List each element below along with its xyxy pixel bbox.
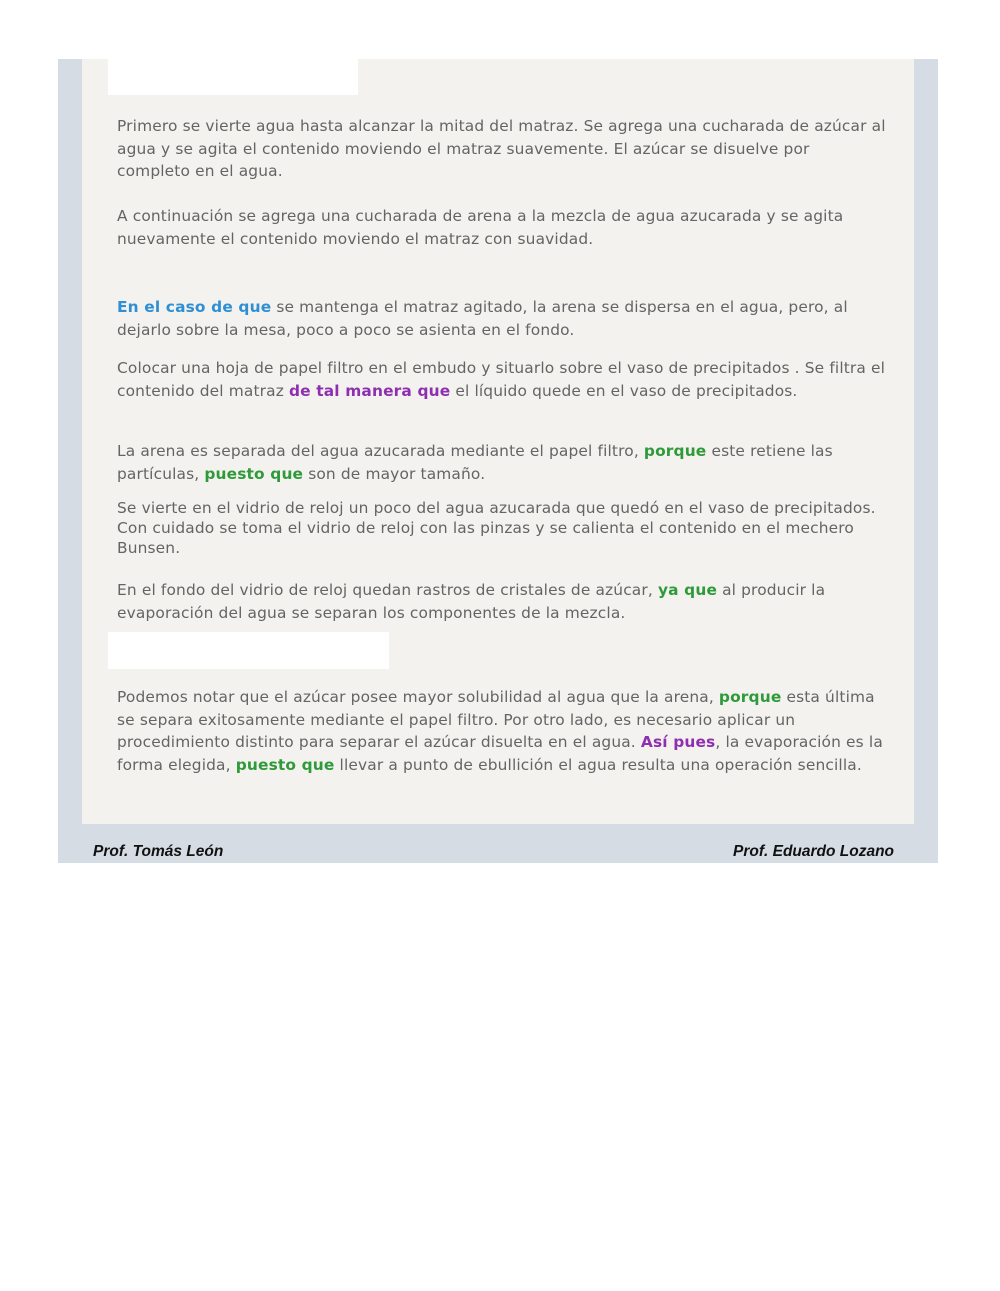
connector-puesto-que: puesto que [204,464,304,483]
paragraph-5-text-middle: este retiene las partículas, [117,442,833,483]
paragraph-6 [117,498,887,558]
connector-asi-pues: Así pues [640,733,716,751]
paragraph-5 [117,440,887,485]
paragraph-8-text-middle-2: , la evaporación es la forma elegida, [117,733,883,774]
connector-de-tal-manera-que: de tal manera que [289,381,451,400]
paragraph-7-text-after: al producir la evaporación del agua se separan los componentes de la mezcla. [117,581,826,622]
paragraph-8-text-after: llevar a punto de ebullición el agua resulta una operación sencilla. [334,755,862,774]
paragraph-2-text: A continuación se agrega una cucharada de arena a la mezcla de agua azucarada y se agita nuevamente el contenido moviendo el matraz con suavidad. [117,207,844,248]
footer-author-left: Prof. Tomás León [93,843,224,860]
connector-porque: porque [718,688,782,706]
paragraph-2 [117,205,887,250]
paragraph-1-text: Primero se vierte agua hasta alcanzar la mitad del matraz. Se agrega una cucharada de azúcar al agua y se agita el contenido moviendo el matraz suavemente. El azúcar se disuelve por completo en el agua. [117,117,886,180]
paragraph-5-text-after: son de mayor tamaño. [303,464,486,483]
paragraph-4-text-before: Colocar una hoja de papel filtro en el embudo y situarlo sobre el vaso de precipitados . Se filtra el contenido del matraz [117,359,886,400]
connector-puesto-que: puesto que [235,755,335,774]
paragraph-5-text-before: La arena es separada del agua azucarada mediante el papel filtro, [117,442,644,460]
connector-porque: porque [643,442,707,460]
footer-author-right: Prof. Eduardo Lozano [733,843,895,860]
paragraph-8-text-middle-1: esta última se separa exitosamente mediante el papel filtro. Por otro lado, es necesario aplicar un procedimiento distinto para separar el azúcar disuelta en el agua. [117,688,875,751]
paragraph-4 [117,357,887,402]
paragraph-1 [117,115,887,183]
paragraph-6-text: Se vierte en el vidrio de reloj un poco del agua azucarada que quedó en el vaso de precipitados. Con cuidado se toma el vidrio de reloj con las pinzas y se calienta el contenido en el mechero Bunsen. [117,499,876,557]
paragraph-8 [117,686,887,776]
paragraph-4-text-after: el líquido quede en el vaso de precipitados. [450,381,798,400]
blank-answer-box-1[interactable] [108,59,358,95]
blank-answer-box-2[interactable] [108,632,389,669]
paragraph-3 [117,296,887,341]
paragraph-3-text: se mantenga el matraz agitado, la arena se dispersa en el agua, pero, al dejarlo sobre la mesa, poco a poco se asienta en el fondo. [117,298,848,339]
connector-ya-que: ya que [657,581,718,599]
paragraph-7-text-before: En el fondo del vidrio de reloj quedan rastros de cristales de azúcar, [117,581,658,599]
connector-en-el-caso-de-que: En el caso de que [117,298,272,316]
paragraph-7 [117,579,887,624]
paragraph-8-text-before: Podemos notar que el azúcar posee mayor solubilidad al agua que la arena, [117,688,719,706]
